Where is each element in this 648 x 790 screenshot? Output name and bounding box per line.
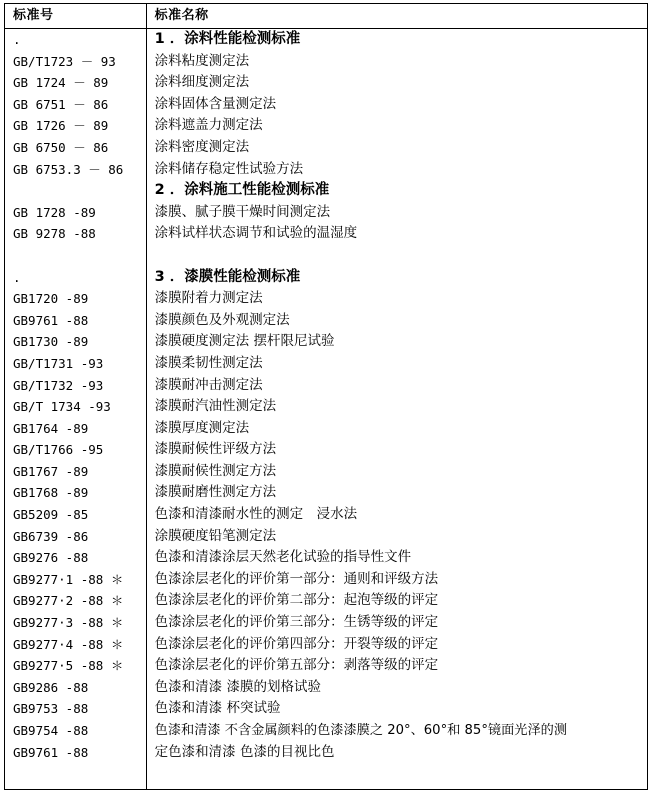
standard-code: GB9286 -88 — [13, 679, 89, 695]
standard-code: GB9761 -88 — [13, 744, 89, 760]
standard-code: GB9761 -88 — [13, 312, 89, 328]
standard-code: GB/T1766 -95 — [13, 442, 104, 458]
standard-name: 漆膜颜色及外观测定法 — [154, 311, 290, 328]
standard-name: 漆膜厚度测定法 — [154, 419, 250, 436]
name-spacer-line — [147, 245, 647, 267]
standard-name: 漆膜硬度测定法 摆杆限尼试验 — [154, 333, 335, 350]
standard-code: GB/T1731 -93 — [13, 355, 104, 371]
column-header-code — [5, 4, 147, 29]
table-header-row — [5, 4, 648, 29]
standard-name: 涂料固体含量测定法 — [154, 95, 277, 112]
column-header-code-label: 标准号 — [13, 8, 54, 23]
table-body — [5, 29, 648, 790]
standard-code: GB9277·1 -88 ＊ — [13, 571, 124, 587]
standard-code: . — [13, 32, 21, 47]
standard-name: 漆膜柔韧性测定法 — [154, 354, 263, 371]
standard-name: 色漆和清漆 杯突试验 — [154, 700, 281, 717]
standard-name: 漆膜附着力测定法 — [154, 290, 263, 307]
standard-name: 涂料试样状态调节和试验的温湿度 — [154, 225, 358, 242]
standard-name: 色漆和清漆耐水性的测定 浸水法 — [154, 506, 358, 523]
standard-code: GB 6751 － 86 — [13, 96, 109, 112]
column-header-name-label: 标准名称 — [154, 8, 209, 23]
standard-name: 色漆涂层老化的评价第五部分：剥落等级的评定 — [154, 657, 439, 674]
standard-code: GB9276 -88 — [13, 550, 89, 566]
standard-code: GB6739 -86 — [13, 528, 89, 544]
code-column-bottom-padding — [5, 763, 146, 789]
name-line-list — [147, 29, 647, 763]
standard-name: 漆膜耐磨性测定方法 — [154, 484, 277, 501]
name-column-cell — [146, 29, 647, 790]
name-column-bottom-padding — [147, 763, 647, 789]
standard-code: GB 6753.3 － 86 — [13, 161, 124, 177]
section-heading: 1 ．涂料性能检测标准 — [154, 31, 301, 47]
standard-name: 色漆涂层老化的评价第一部分：通则和评级方法 — [154, 570, 439, 587]
standard-code: GB1767 -89 — [13, 463, 89, 479]
standard-code: GB1768 -89 — [13, 485, 89, 501]
standard-code — [5, 180, 146, 202]
standard-name: 色漆涂层老化的评价第三部分：生锈等级的评定 — [154, 614, 439, 631]
standard-name: 涂料储存稳定性试验方法 — [154, 160, 304, 177]
section-heading: 3 ．漆膜性能检测标准 — [154, 268, 301, 285]
standard-name: 色漆和清漆 不含金属颜料的色漆漆膜之 20°、60°和 85°镜面光泽的测 — [154, 723, 568, 738]
code-spacer-line — [5, 245, 146, 267]
standard-code: GB9277·5 -88 ＊ — [13, 658, 124, 674]
code-column-cell — [5, 29, 147, 790]
standard-code: . — [13, 269, 21, 285]
standard-code: GB1764 -89 — [13, 420, 89, 436]
standard-name: 定色漆和清漆 色漆的目视比色 — [154, 743, 335, 760]
standard-code: GB 6750 － 86 — [13, 139, 109, 155]
standard-name: 色漆涂层老化的评价第四部分：开裂等级的评定 — [154, 635, 439, 652]
standard-name: 色漆涂层老化的评价第二部分：起泡等级的评定 — [154, 592, 439, 609]
standard-code: GB 1726 － 89 — [13, 118, 109, 134]
standard-code: GB9277·3 -88 ＊ — [13, 615, 124, 631]
standard-code: GB9754 -88 — [13, 723, 89, 738]
standard-code: GB9277·4 -88 ＊ — [13, 636, 124, 652]
table-body-row — [5, 29, 648, 790]
standard-code: GB/T1732 -93 — [13, 377, 104, 393]
standard-code: GB/T1723 － 93 — [13, 53, 116, 69]
standard-code: GB/T 1734 -93 — [13, 399, 111, 415]
standard-code: GB1730 -89 — [13, 334, 89, 350]
standard-name: 涂料遮盖力测定法 — [154, 117, 263, 134]
standard-name: 漆膜耐汽油性测定法 — [154, 398, 277, 415]
standard-code: GB5209 -85 — [13, 507, 89, 523]
standard-name: 漆膜、腻子膜干燥时间测定法 — [154, 203, 331, 220]
standard-name: 涂料粘度测定法 — [154, 52, 250, 69]
standard-name: 漆膜耐候性评级方法 — [154, 441, 277, 458]
standard-code: GB 1728 -89 — [13, 204, 96, 220]
standard-code: GB9277·2 -88 ＊ — [13, 593, 124, 609]
standard-name: 漆膜耐候性测定方法 — [154, 462, 277, 479]
standard-code: GB1720 -89 — [13, 291, 89, 307]
standard-code: GB9753 -88 — [13, 701, 89, 717]
table-header — [5, 4, 648, 29]
standard-code: GB 1724 － 89 — [13, 75, 109, 91]
code-line-list — [5, 29, 146, 763]
section-heading: 2 ．涂料施工性能检测标准 — [154, 182, 330, 199]
standard-name: 漆膜耐冲击测定法 — [154, 376, 263, 393]
column-header-name — [146, 4, 647, 29]
standards-table — [4, 3, 648, 790]
standards-table-container — [0, 3, 648, 760]
standard-name: 涂膜硬度铅笔测定法 — [154, 527, 277, 544]
standard-name: 涂料细度测定法 — [154, 74, 250, 91]
standard-name: 色漆和清漆涂层天然老化试验的指导性文件 — [154, 549, 412, 566]
standard-name: 涂料密度测定法 — [154, 138, 250, 155]
standard-name: 色漆和清漆 漆膜的划格试验 — [154, 678, 321, 695]
standard-code: GB 9278 -88 — [13, 226, 96, 242]
